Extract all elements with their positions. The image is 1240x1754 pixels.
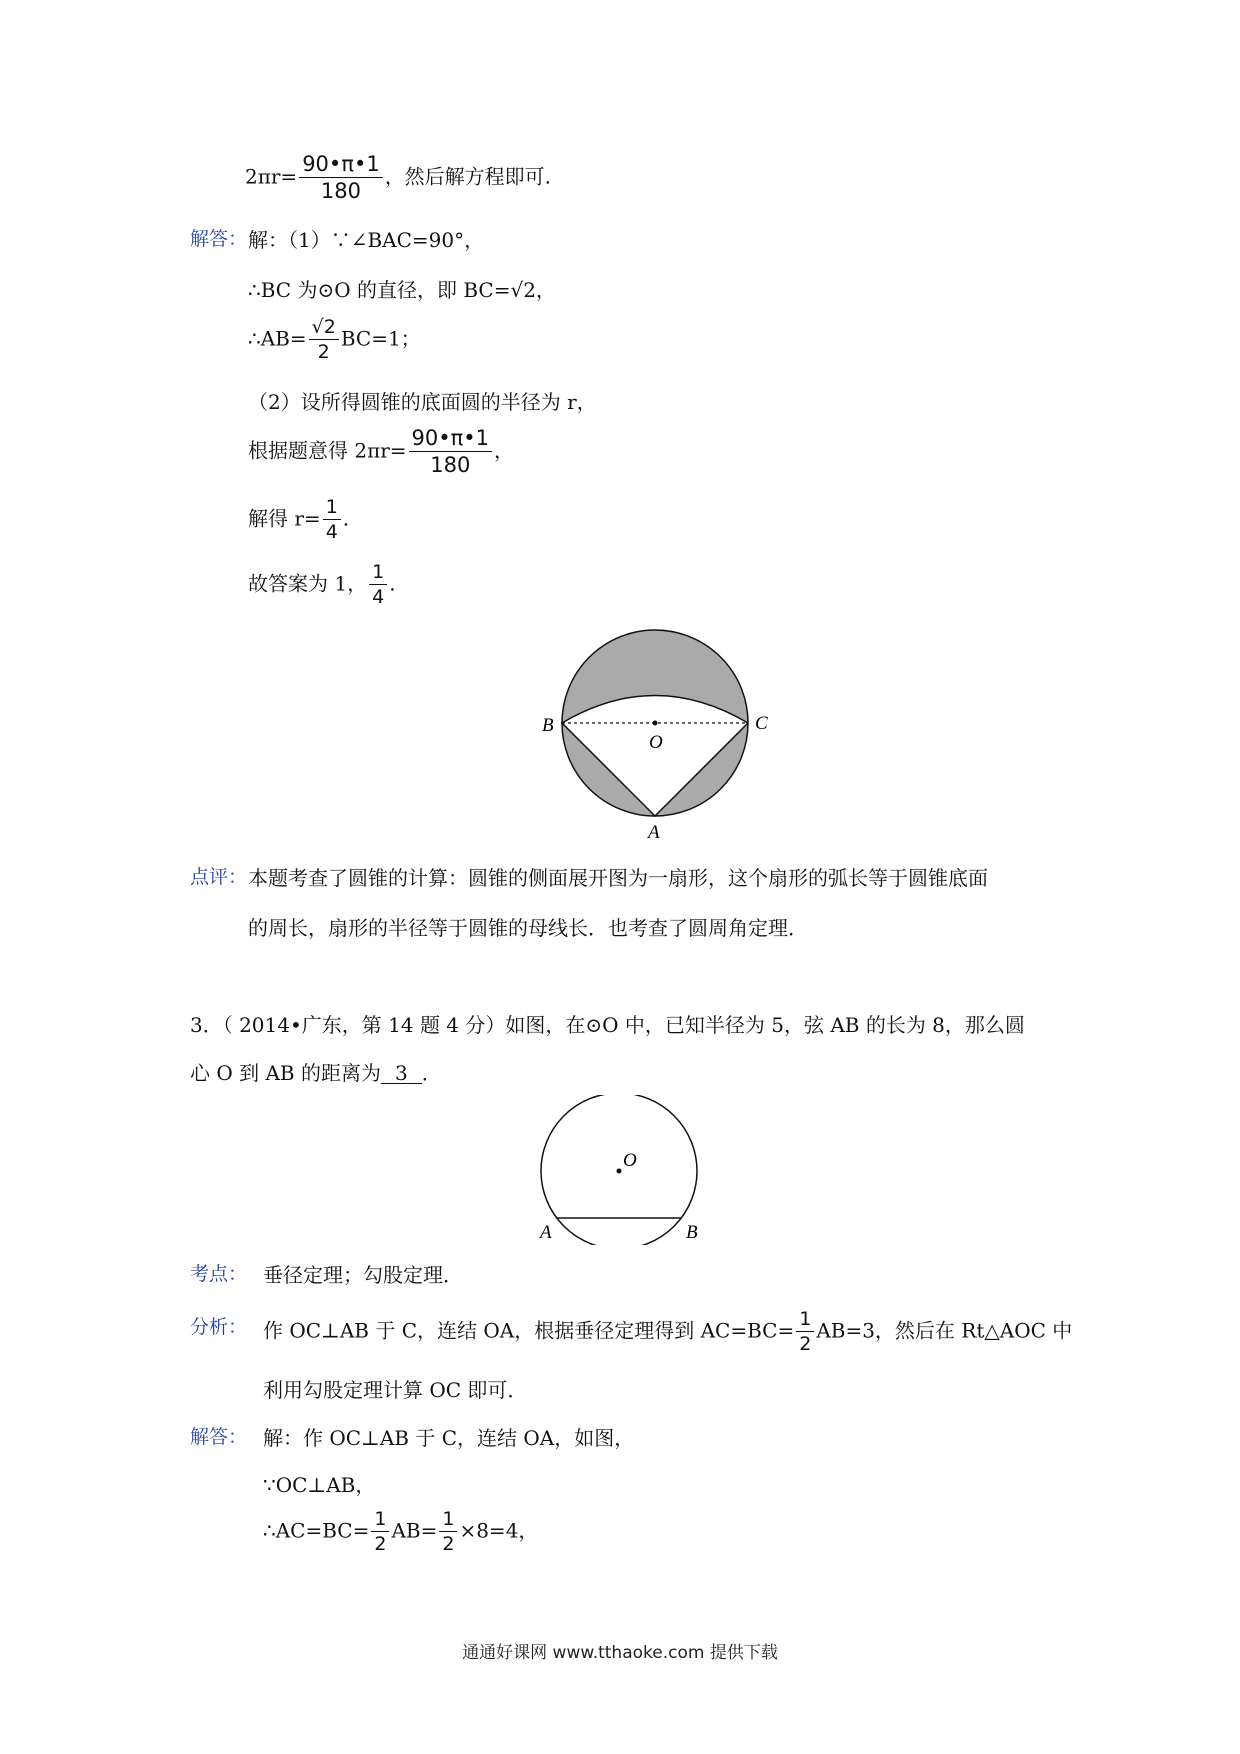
solution-line-3 [263, 1510, 538, 1554]
text: ×8=4， [459, 1518, 539, 1543]
label-c: C [755, 713, 768, 734]
fraction [439, 1510, 457, 1554]
numerator: 1 [323, 498, 341, 520]
center-point [653, 721, 658, 726]
analysis-continuation [245, 154, 551, 202]
label-o: O [623, 1150, 637, 1171]
answer-line-3 [248, 318, 421, 362]
comment-line-2: 的周长，扇形的半径等于圆锥的母线长．也考查了圆周角定理． [248, 916, 808, 940]
label-a: A [540, 1222, 552, 1243]
expr-2pir: 2πr= [245, 164, 298, 189]
analysis-label: 分析： [190, 1316, 248, 1338]
denominator: 4 [325, 521, 338, 543]
text: ∴AB= [248, 326, 307, 351]
question-3-line-2 [190, 1063, 442, 1084]
answer-line-1: 解：（1）∵∠BAC=90°， [248, 228, 485, 252]
text: ，然后解方程即可. [384, 164, 552, 189]
solution-line-2: ∵OC⊥AB， [263, 1473, 376, 1497]
fraction [796, 1310, 814, 1354]
numerator: 1 [796, 1310, 814, 1332]
label-o: O [649, 732, 663, 753]
question-3-line-1: 3．（ 2014•广东，第 14 题 4 分）如图，在⊙O 中，已知半径为 5，弦 AB 的长为 8，那么圆 [190, 1013, 1025, 1037]
text: 解得 r= [248, 506, 321, 531]
denominator: 2 [374, 1533, 387, 1555]
label-a: A [648, 822, 660, 843]
answer-blank: 3 [381, 1063, 422, 1084]
fraction [323, 498, 341, 542]
numerator: 90•π•1 [409, 428, 493, 452]
fraction [369, 563, 387, 607]
denominator: 4 [372, 586, 385, 608]
label-b: B [542, 715, 554, 736]
answer-line-6 [248, 498, 349, 542]
answer-line-4: （2）设所得圆锥的底面圆的半径为 r， [248, 390, 597, 414]
analysis-line-2: 利用勾股定理计算 OC 即可． [263, 1378, 528, 1402]
text: ∴AC=BC= [263, 1518, 370, 1543]
figure-cone-sector [530, 628, 780, 848]
denominator: 180 [320, 179, 361, 203]
text: 作 OC⊥AB 于 C，连结 OA，根据垂径定理得到 AC=BC= [263, 1318, 795, 1343]
text: AB= [391, 1518, 438, 1543]
comment-line-1: 本题考查了圆锥的计算：圆锥的侧面展开图为一扇形，这个扇形的弧长等于圆锥底面 [248, 866, 988, 890]
text: ． [421, 1061, 442, 1085]
answer-label: 解答： [190, 228, 248, 250]
keypoint-text: 垂径定理；勾股定理． [263, 1263, 463, 1287]
fraction [409, 428, 493, 476]
solution-line-1: 解：作 OC⊥AB 于 C，连结 OA，如图， [263, 1426, 635, 1450]
analysis-line-1 [263, 1310, 1072, 1354]
figure-circle-chord [530, 1095, 720, 1245]
denominator: 2 [317, 341, 330, 363]
label-b: B [686, 1222, 698, 1243]
text: BC=1； [340, 326, 421, 351]
fraction [299, 154, 383, 202]
comment-label: 点评： [190, 866, 248, 888]
numerator: 1 [369, 563, 387, 585]
text: 心 O 到 AB 的距离为 [190, 1061, 381, 1085]
denominator: 2 [799, 1333, 812, 1355]
text: AB=3，然后在 Rt△AOC 中 [816, 1318, 1073, 1343]
denominator: 180 [430, 453, 471, 477]
page-footer: 通通好课网 www.tthaoke.com 提供下载 [462, 1643, 778, 1663]
keypoint-label: 考点： [190, 1263, 248, 1285]
center-point [617, 1169, 622, 1174]
fraction [309, 318, 339, 362]
text: 故答案为 1， [248, 571, 368, 596]
numerator: 90•π•1 [299, 154, 383, 178]
numerator: 1 [439, 1510, 457, 1532]
fraction [371, 1510, 389, 1554]
text: . [389, 571, 396, 596]
numerator: 1 [371, 1510, 389, 1532]
denominator: 2 [442, 1533, 455, 1555]
answer-line-2: ∴BC 为⊙O 的直径，即 BC=√2， [248, 278, 556, 302]
text: . [342, 506, 350, 531]
numerator: √2 [309, 318, 339, 340]
text: ， [494, 438, 515, 463]
text: 根据题意得 2πr= [248, 438, 407, 463]
answer-line-7 [248, 563, 396, 607]
answer-line-5 [248, 428, 514, 476]
solution-label: 解答： [190, 1426, 248, 1448]
